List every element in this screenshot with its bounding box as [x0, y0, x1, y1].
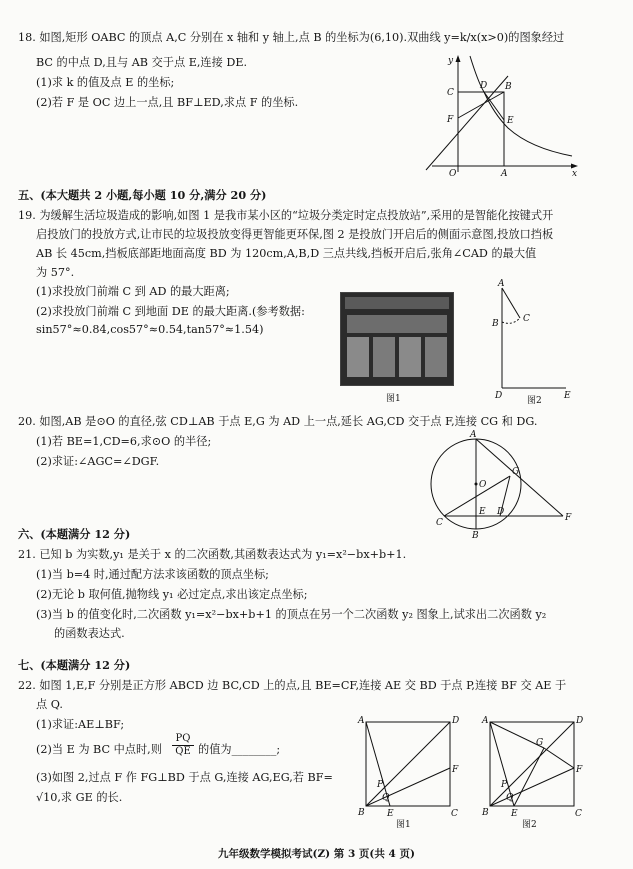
- section-5-heading: 五、(本大题共 2 小题,每小题 10 分,满分 20 分): [18, 188, 267, 202]
- q19-figure2: [486, 278, 576, 402]
- q19-part2: (2)求投放门前端 C 到地面 DE 的最大距离.(参考数据:: [36, 305, 305, 318]
- q19-part1: (1)求投放门前端 C 到 AD 的最大距离;: [36, 285, 230, 298]
- q22-figure2: [478, 716, 584, 820]
- q22-part3a: (3)如图 2,过点 F 作 FG⊥BD 于点 G,连接 AG,EG,若 BF=: [36, 771, 333, 784]
- q18-fig-label: A: [501, 169, 508, 177]
- q22-fraction: [172, 733, 194, 758]
- q18-fig-label: F: [447, 115, 454, 125]
- q19-line2: 启投放门的投放方式,让市民的垃圾投放变得更智能更环保,图 2 是投放门开启后的侧面示意图,投放口挡板: [36, 228, 554, 241]
- q19-fig2-label: C: [523, 314, 530, 324]
- q18-line1: 18. 如图,矩形 OABC 的顶点 A,C 分别在 x 轴和 y 轴上,点 B 的坐标为(6,10).双曲线 y=k/x(x>0)的图象经过: [18, 31, 565, 44]
- q20-fig-label: G: [512, 467, 520, 477]
- page-footer: 九年级数学模拟考试(Z) 第 3 页(共 4 页): [218, 848, 415, 860]
- q22-fig2-label: P: [501, 780, 508, 790]
- q22-fig2-label: F: [576, 765, 583, 775]
- q20-fig-label: O: [479, 480, 487, 490]
- q22-fig2-label: A: [482, 716, 489, 726]
- q18-fig-label: D: [480, 81, 488, 91]
- q22-fig2-label: D: [576, 716, 584, 726]
- q22-fig1-caption: 图1: [396, 820, 411, 830]
- q22-fig2-caption: 图2: [522, 820, 537, 830]
- q19-part3: sin57°≈0.84,cos57°≈0.54,tan57°≈1.54): [36, 323, 264, 336]
- q19-line1: 19. 为缓解生活垃圾造成的影响,如图 1 是我市某小区的“垃圾分类定时定点投放站”,采用的是智能化按键式开: [18, 209, 554, 222]
- q19-line4: 为 57°.: [36, 266, 75, 279]
- q20-fig-label: F: [565, 513, 572, 523]
- q20-fig-label: A: [470, 430, 477, 440]
- q21-part3: (3)当 b 的值变化时,二次函数 y₁=x²−bx+b+1 的顶点在另一个二次函数 y₂ 图象上,试求出二次函数 y₂: [36, 608, 547, 621]
- q21-part2: (2)无论 b 取何值,抛物线 y₁ 必过定点,求出该定点坐标;: [36, 588, 308, 601]
- q19-fig2-label: A: [498, 279, 505, 289]
- q22-fig1-label: P: [377, 780, 384, 790]
- q20-fig-label: B: [472, 531, 479, 540]
- section-7-heading: 七、(本题满分 12 分): [18, 658, 131, 672]
- q22-fig1-label: F: [452, 765, 459, 775]
- q18-fig-label: O: [449, 169, 457, 177]
- q22-figure1: [354, 716, 460, 820]
- q22-line1: 22. 如图 1,E,F 分别是正方形 ABCD 边 BC,CD 上的点,且 BE=CF,连接 AE 交 BD 于点 P,连接 BF 交 AE 于: [18, 679, 567, 692]
- q22-fig1-label: E: [387, 809, 394, 819]
- q22-fig2-label: Q: [506, 793, 514, 803]
- q19-line3: AB 长 45cm,挡板底部距地面高度 BD 为 120cm,A,B,D 三点共线,挡板开启后,张角∠CAD 的最大值: [36, 247, 537, 260]
- q21-part1: (1)当 b=4 时,通过配方法求该函数的顶点坐标;: [36, 568, 269, 581]
- q22-part3b: √10,求 GE 的长.: [36, 791, 123, 804]
- q18-fig-label: E: [507, 116, 514, 126]
- q18-fig-label: C: [447, 88, 454, 98]
- q18-figure: [412, 52, 582, 177]
- q20-fig-label: E: [479, 507, 486, 517]
- q19-fig2-label: B: [492, 319, 499, 329]
- q22-fig1-label: B: [358, 808, 365, 818]
- q22-fig1-label: D: [452, 716, 460, 726]
- q19-fig2-label: E: [564, 391, 571, 401]
- q20-part1: (1)若 BE=1,CD=6,求⊙O 的半径;: [36, 435, 212, 448]
- q22-fig1-label: Q: [382, 793, 390, 803]
- q22-fig1-label: A: [358, 716, 365, 726]
- q18-fig-label: y: [448, 56, 454, 66]
- q22-fig2-label: C: [575, 809, 582, 819]
- q22-line2: 点 Q.: [36, 698, 63, 711]
- q20-fig-label: C: [436, 518, 443, 528]
- q22-fig2-label: E: [511, 809, 518, 819]
- q19-fig2-caption: 图2: [527, 396, 542, 406]
- q18-line2: BC 的中点 D,且与 AB 交于点 E,连接 DE.: [36, 56, 248, 69]
- section-6-heading: 六、(本题满分 12 分): [18, 527, 131, 541]
- garbage-station-photo: [340, 292, 454, 386]
- q22-fig2-label: G: [536, 738, 544, 748]
- q18-fig-label: B: [505, 82, 512, 92]
- q19-fig1-caption: 图1: [386, 394, 401, 404]
- q22-fig1-label: C: [451, 809, 458, 819]
- q18-part1: (1)求 k 的值及点 E 的坐标;: [36, 76, 175, 89]
- q21-part4: 的函数表达式.: [54, 627, 125, 640]
- q22-part2a: (2)当 E 为 BC 中点时,则: [36, 743, 162, 756]
- q18-part2: (2)若 F 是 OC 边上一点,且 BF⊥ED,求点 F 的坐标.: [36, 96, 299, 109]
- q22-part2b: 的值为________;: [198, 743, 281, 756]
- q22-fig2-label: B: [482, 808, 489, 818]
- q20-part2: (2)求证:∠AGC=∠DGF.: [36, 455, 160, 468]
- fraction-denominator: QE: [175, 746, 191, 757]
- q20-fig-label: D: [497, 507, 505, 517]
- q20-line1: 20. 如图,AB 是⊙O 的直径,弦 CD⊥AB 于点 E,G 为 AD 上一点,延长 AG,CD 交于点 F,连接 CG 和 DG.: [18, 415, 538, 428]
- q19-fig2-label: D: [495, 391, 503, 401]
- q18-fig-label: x: [572, 169, 578, 177]
- q21-line1: 21. 已知 b 为实数,y₁ 是关于 x 的二次函数,其函数表达式为 y₁=x²−bx+b+1.: [18, 548, 407, 561]
- q22-part1: (1)求证:AE⊥BF;: [36, 718, 125, 731]
- q20-figure: [418, 428, 583, 540]
- fraction-numerator: PQ: [172, 733, 194, 746]
